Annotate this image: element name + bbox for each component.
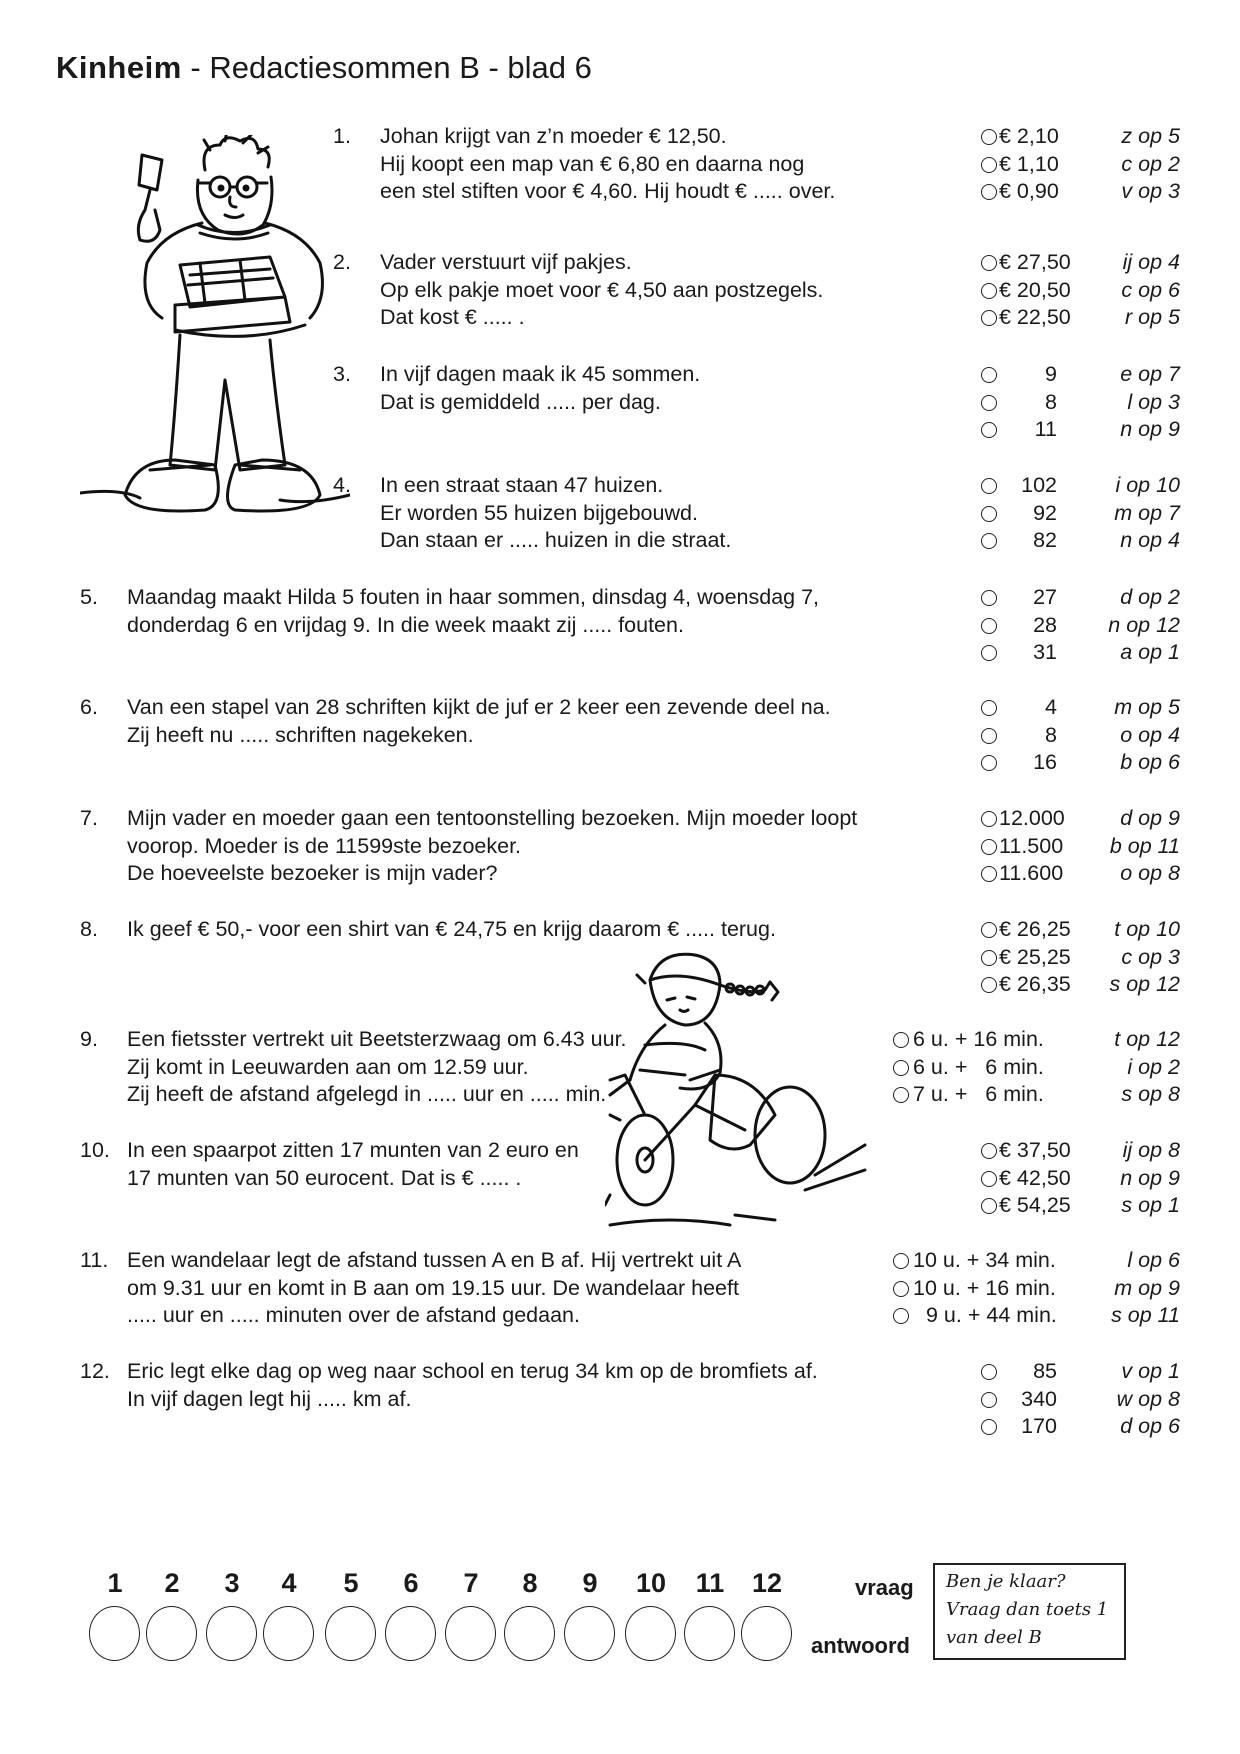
option-value: 6 u. + 6 min. <box>913 1054 1044 1079</box>
option-value: 10 u. + 34 min. <box>913 1248 1056 1272</box>
options-question-9 <box>893 1026 1180 1109</box>
answer-option[interactable] <box>893 1275 1180 1303</box>
radio-circle-icon[interactable] <box>981 184 997 200</box>
letter-code: v op 3 <box>1121 179 1180 204</box>
option-value: 102 <box>1021 473 1057 497</box>
question-number: 11. <box>80 1248 109 1272</box>
answer-circle-5[interactable] <box>325 1606 376 1661</box>
answer-circle-6[interactable] <box>385 1606 436 1661</box>
answer-circle-11[interactable] <box>684 1606 735 1661</box>
letter-code: t op 12 <box>1114 1027 1180 1051</box>
option-value: 82 <box>1033 528 1057 553</box>
radio-circle-icon[interactable] <box>981 922 997 938</box>
question-number: 2. <box>333 250 351 274</box>
answer-option[interactable] <box>981 612 1180 640</box>
options-question-6 <box>981 694 1180 777</box>
question-text: Johan krijgt van z’n moeder € 12,50. Hij koopt een map van € 6,80 en daarna nog een stel stiften voor € 4,60. Hij houdt € ..... over. <box>380 124 836 204</box>
answer-option[interactable] <box>981 1413 1180 1441</box>
answer-option[interactable] <box>981 944 1180 972</box>
option-value: 8 <box>1045 722 1057 747</box>
radio-circle-icon[interactable] <box>893 1087 909 1103</box>
radio-circle-icon[interactable] <box>981 755 997 771</box>
letter-code: l op 6 <box>1127 1248 1180 1272</box>
letter-code: d op 2 <box>1120 585 1180 609</box>
option-value: 16 <box>1033 750 1057 775</box>
answer-grid-number: 12 <box>751 1568 783 1598</box>
answer-option[interactable] <box>981 860 1180 888</box>
radio-circle-icon[interactable] <box>981 700 997 716</box>
option-value: 31 <box>1033 640 1057 665</box>
letter-code: ij op 4 <box>1122 250 1180 274</box>
note-line-3: van deel B <box>946 1627 1042 1648</box>
letter-code: d op 6 <box>1120 1414 1180 1439</box>
letter-code: l op 3 <box>1127 389 1180 414</box>
question-text: Vader verstuurt vijf pakjes. Op elk pakje moet voor € 4,50 aan postzegels. Dat kost € ..... . <box>380 250 824 330</box>
answer-option[interactable] <box>893 1054 1180 1082</box>
radio-circle-icon[interactable] <box>981 728 997 744</box>
answer-option[interactable] <box>981 249 1180 277</box>
question-number: 9. <box>80 1027 98 1051</box>
letter-code: n op 12 <box>1108 612 1180 637</box>
vraag-label: vraag <box>855 1575 914 1600</box>
letter-code: a op 1 <box>1120 640 1180 665</box>
answer-option[interactable] <box>981 833 1180 861</box>
radio-circle-icon[interactable] <box>981 367 997 383</box>
brand-name: Kinheim <box>56 50 182 85</box>
answer-option[interactable] <box>981 304 1180 332</box>
letter-code: m op 7 <box>1114 500 1180 525</box>
radio-circle-icon[interactable] <box>981 811 997 827</box>
letter-code: ij op 8 <box>1122 1138 1180 1162</box>
answer-option[interactable] <box>893 1247 1180 1275</box>
answer-option[interactable] <box>981 277 1180 305</box>
answer-grid-number: 6 <box>403 1568 419 1598</box>
letter-code: s op 8 <box>1121 1082 1180 1107</box>
options-question-10 <box>981 1137 1180 1220</box>
finished-note-box <box>933 1563 1126 1660</box>
option-value: 6 u. + 16 min. <box>913 1027 1044 1051</box>
option-value: 4 <box>1045 695 1057 719</box>
answer-option[interactable] <box>981 178 1180 206</box>
answer-option[interactable] <box>981 722 1180 750</box>
boy-with-parcels-illustration <box>80 135 350 555</box>
answer-option[interactable] <box>893 1026 1180 1054</box>
letter-code: t op 10 <box>1114 917 1180 941</box>
letter-code: v op 1 <box>1121 1359 1180 1383</box>
answer-option[interactable] <box>981 123 1180 151</box>
question-text: In vijf dagen maak ik 45 sommen. Dat is gemiddeld ..... per dag. <box>380 362 701 414</box>
radio-circle-icon[interactable] <box>981 618 997 634</box>
question-text: Eric legt elke dag op weg naar school en terug 34 km op de bromfiets af. In vijf dagen legt hij ..... km af. <box>127 1359 818 1411</box>
letter-code: s op 12 <box>1109 972 1180 997</box>
question-text: Ik geef € 50,- voor een shirt van € 24,75 en krijg daarom € ..... terug. <box>127 917 776 941</box>
radio-circle-icon[interactable] <box>893 1253 909 1269</box>
question-text: Van een stapel van 28 schriften kijkt de juf er 2 keer een zevende deel na. Zij heeft nu ..... schriften nagekeken. <box>127 695 831 747</box>
option-value: € 25,25 <box>999 944 1071 969</box>
radio-circle-icon[interactable] <box>981 1143 997 1159</box>
question-number: 6. <box>80 695 98 719</box>
option-value: € 0,90 <box>999 179 1059 204</box>
option-value: € 37,50 <box>999 1138 1071 1162</box>
letter-code: z op 5 <box>1121 124 1180 148</box>
letter-code: o op 8 <box>1120 861 1180 886</box>
radio-circle-icon[interactable] <box>981 478 997 494</box>
radio-circle-icon[interactable] <box>893 1060 909 1076</box>
letter-code: i op 10 <box>1115 473 1180 497</box>
options-question-1 <box>981 123 1180 206</box>
option-value: 28 <box>1033 612 1057 637</box>
question-number: 5. <box>80 585 98 609</box>
radio-circle-icon[interactable] <box>981 533 997 549</box>
answer-circle-2[interactable] <box>146 1606 197 1661</box>
letter-code: n op 9 <box>1120 417 1180 442</box>
letter-code: n op 4 <box>1120 528 1180 553</box>
answer-circle-10[interactable] <box>625 1606 676 1661</box>
note-line-1: Ben je klaar? <box>946 1571 1066 1592</box>
answer-option[interactable] <box>981 916 1180 944</box>
letter-code: b op 11 <box>1109 833 1180 858</box>
option-value: 9 u. + 44 min. <box>926 1303 1057 1328</box>
answer-option[interactable] <box>981 971 1180 999</box>
question-text: Maandag maakt Hilda 5 fouten in haar sommen, dinsdag 4, woensdag 7, donderdag 6 en vrijdag 9. In die week maakt zij ..... fouten. <box>127 585 820 637</box>
radio-circle-icon[interactable] <box>893 1308 909 1324</box>
answer-option[interactable] <box>893 1302 1180 1330</box>
answer-option[interactable] <box>893 1081 1180 1109</box>
option-value: € 22,50 <box>999 305 1071 330</box>
radio-circle-icon[interactable] <box>981 977 997 993</box>
answer-grid-number: 1 <box>107 1568 123 1598</box>
answer-grid-number: 7 <box>463 1568 479 1598</box>
answer-option[interactable] <box>981 639 1180 667</box>
answer-option[interactable] <box>981 472 1180 500</box>
answer-grid-number: 4 <box>281 1568 297 1598</box>
question-number: 1. <box>333 124 351 148</box>
answer-circle-1[interactable] <box>89 1606 140 1661</box>
letter-code: c op 6 <box>1121 277 1180 302</box>
radio-circle-icon[interactable] <box>981 255 997 271</box>
radio-circle-icon[interactable] <box>981 866 997 882</box>
options-question-12 <box>981 1358 1180 1441</box>
answer-circle-4[interactable] <box>263 1606 314 1661</box>
question-number: 3. <box>333 362 351 386</box>
option-value: 8 <box>1045 389 1057 414</box>
radio-circle-icon[interactable] <box>981 1171 997 1187</box>
letter-code: r op 5 <box>1125 305 1180 330</box>
radio-circle-icon[interactable] <box>981 590 997 606</box>
option-value: 7 u. + 6 min. <box>913 1082 1044 1107</box>
letter-code: c op 2 <box>1121 151 1180 176</box>
radio-circle-icon[interactable] <box>981 129 997 145</box>
radio-circle-icon[interactable] <box>981 1198 997 1214</box>
question-number: 4. <box>333 473 351 497</box>
letter-code: m op 5 <box>1114 695 1180 719</box>
answer-option[interactable] <box>981 361 1180 389</box>
question-text: Mijn vader en moeder gaan een tentoonstelling bezoeken. Mijn moeder loopt voorop. Moeder is de 11599ste bezoeker. De hoeveelste bezoeker is mijn vader? <box>127 806 858 886</box>
answer-option[interactable] <box>981 1165 1180 1193</box>
answer-option[interactable] <box>981 500 1180 528</box>
radio-circle-icon[interactable] <box>893 1032 909 1048</box>
answer-option[interactable] <box>981 527 1180 555</box>
antwoord-label: antwoord <box>811 1633 910 1658</box>
letter-code: s op 1 <box>1121 1193 1180 1218</box>
option-value: € 1,10 <box>999 151 1059 176</box>
options-question-7 <box>981 805 1180 888</box>
answer-grid-number: 10 <box>635 1568 667 1598</box>
options-question-2 <box>981 249 1180 332</box>
option-value: 12.000 <box>999 806 1065 830</box>
question-number: 12. <box>80 1359 110 1383</box>
letter-code: c op 3 <box>1121 944 1180 969</box>
radio-circle-icon[interactable] <box>981 157 997 173</box>
radio-circle-icon[interactable] <box>981 283 997 299</box>
question-text: In een spaarpot zitten 17 munten van 2 euro en 17 munten van 50 eurocent. Dat is € ..... . <box>127 1138 579 1190</box>
answer-circle-3[interactable] <box>206 1606 257 1661</box>
answer-option[interactable] <box>981 1386 1180 1414</box>
radio-circle-icon[interactable] <box>981 422 997 438</box>
options-question-4 <box>981 472 1180 555</box>
answer-grid-number: 11 <box>695 1568 725 1598</box>
option-value: 92 <box>1033 500 1057 525</box>
option-value: 27 <box>1033 585 1057 609</box>
option-value: € 20,50 <box>999 277 1071 302</box>
letter-code: m op 9 <box>1114 1275 1180 1300</box>
answer-option[interactable] <box>981 416 1180 444</box>
option-value: 340 <box>1021 1386 1057 1411</box>
option-value: € 2,10 <box>999 124 1059 148</box>
question-number: 8. <box>80 917 98 941</box>
option-value: 170 <box>1021 1414 1057 1439</box>
option-value: 11.600 <box>999 861 1064 886</box>
options-question-8 <box>981 916 1180 999</box>
letter-code: d op 9 <box>1120 806 1180 830</box>
radio-circle-icon[interactable] <box>981 506 997 522</box>
worksheet-title: - Redactiesommen B - blad 6 <box>190 50 592 85</box>
letter-code: n op 9 <box>1120 1165 1180 1190</box>
question-number: 10. <box>80 1138 110 1162</box>
radio-circle-icon[interactable] <box>981 395 997 411</box>
letter-code: i op 2 <box>1127 1054 1180 1079</box>
option-value: € 54,25 <box>999 1193 1071 1218</box>
radio-circle-icon[interactable] <box>981 950 997 966</box>
question-text: Een fietsster vertrekt uit Beetsterzwaag om 6.43 uur. Zij komt in Leeuwarden aan om 12.59 uur. Zij heeft de afstand afgelegd in ..... uur en ..... min. <box>127 1027 627 1107</box>
answer-option[interactable] <box>981 1137 1180 1165</box>
option-value: € 26,35 <box>999 972 1071 997</box>
letter-code: s op 11 <box>1111 1303 1180 1328</box>
letter-code: e op 7 <box>1120 362 1180 386</box>
option-value: € 26,25 <box>999 917 1071 941</box>
option-value: 11 <box>1034 417 1057 442</box>
letter-code: w op 8 <box>1116 1386 1180 1411</box>
radio-circle-icon[interactable] <box>893 1281 909 1297</box>
options-question-3 <box>981 361 1180 444</box>
radio-circle-icon[interactable] <box>981 1392 997 1408</box>
option-value: 11.500 <box>999 833 1064 858</box>
options-question-11 <box>893 1247 1180 1330</box>
answer-circle-8[interactable] <box>504 1606 555 1661</box>
answer-circle-12[interactable] <box>741 1606 792 1661</box>
answer-grid-number: 5 <box>343 1568 359 1598</box>
option-value: 9 <box>1045 362 1057 386</box>
answer-option[interactable] <box>981 584 1180 612</box>
option-value: 85 <box>1033 1359 1057 1383</box>
radio-circle-icon[interactable] <box>981 1364 997 1380</box>
answer-circle-9[interactable] <box>564 1606 615 1661</box>
answer-option[interactable] <box>981 389 1180 417</box>
answer-option[interactable] <box>981 1192 1180 1220</box>
question-number: 7. <box>80 806 98 830</box>
radio-circle-icon[interactable] <box>981 1419 997 1435</box>
answer-option[interactable] <box>981 805 1180 833</box>
options-question-5 <box>981 584 1180 667</box>
answer-grid-number: 8 <box>522 1568 538 1598</box>
radio-circle-icon[interactable] <box>981 310 997 326</box>
letter-code: o op 4 <box>1120 722 1180 747</box>
radio-circle-icon[interactable] <box>981 839 997 855</box>
letter-code: b op 6 <box>1120 750 1180 775</box>
answer-option[interactable] <box>981 151 1180 179</box>
answer-grid-number: 2 <box>164 1568 180 1598</box>
answer-option[interactable] <box>981 1358 1180 1386</box>
option-value: € 42,50 <box>999 1165 1071 1190</box>
girl-on-bicycle-illustration <box>605 945 875 1235</box>
question-text: Een wandelaar legt de afstand tussen A en B af. Hij vertrekt uit A om 9.31 uur en komt in B aan om 19.15 uur. De wandelaar heeft ..... uur en ..... minuten over de afstand gedaan. <box>127 1248 742 1328</box>
radio-circle-icon[interactable] <box>981 645 997 661</box>
option-value: 10 u. + 16 min. <box>913 1275 1056 1300</box>
answer-grid-number: 9 <box>582 1568 598 1598</box>
answer-grid-number: 3 <box>224 1568 240 1598</box>
option-value: € 27,50 <box>999 250 1071 274</box>
note-line-2: Vraag dan toets 1 <box>946 1599 1109 1620</box>
answer-option[interactable] <box>981 749 1180 777</box>
question-text: In een straat staan 47 huizen. Er worden 55 huizen bijgebouwd. Dan staan er ..... huizen in die straat. <box>380 473 732 553</box>
answer-circle-7[interactable] <box>445 1606 496 1661</box>
answer-option[interactable] <box>981 694 1180 722</box>
page-title <box>56 50 592 86</box>
